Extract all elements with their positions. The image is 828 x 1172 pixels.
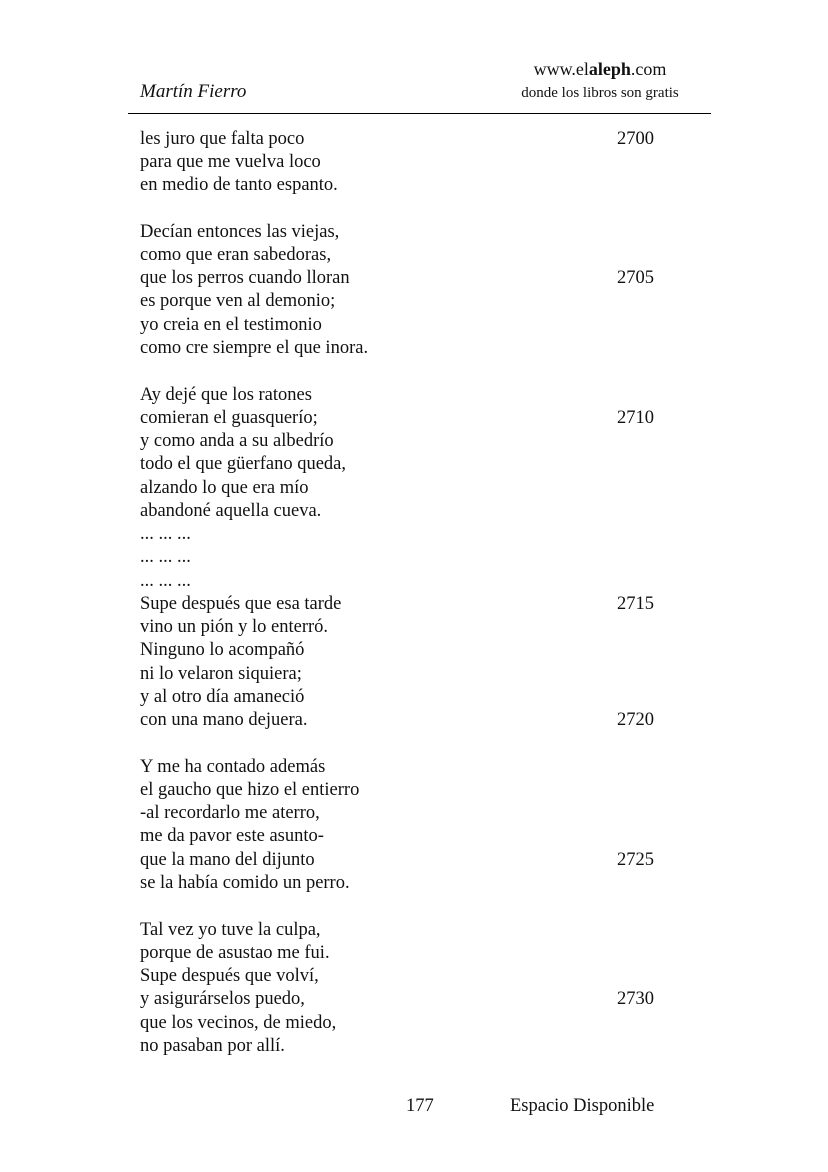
verse-line: que los vecinos, de miedo, [140,1013,337,1033]
verse-line: Ay dejé que los ratones [140,385,312,405]
book-title: Martín Fierro [140,81,247,102]
verse-line: porque de asustao me fui. [140,943,330,963]
site-url-brand: aleph [588,59,631,79]
line-number: 2705 [617,268,654,288]
verse-line: les juro que falta poco [140,129,305,149]
line-number: 2710 [617,408,654,428]
line-number: 2720 [617,710,654,730]
verse-line: en medio de tanto espanto. [140,175,338,195]
line-number: 2715 [617,594,654,614]
verse-line: para que me vuelva loco [140,152,321,172]
verse-line: y asigurárselos puedo, [140,989,305,1009]
line-number: 2725 [617,850,654,870]
verse-line: ni lo velaron siquiera; [140,664,302,684]
line-number: 2730 [617,989,654,1009]
ellipsis-line: ... ... ... [140,571,191,591]
verse-line: es porque ven al demonio; [140,291,336,311]
verse-line: Ninguno lo acompañó [140,640,305,660]
verse-line: Tal vez yo tuve la culpa, [140,920,321,940]
verse-line: -al recordarlo me aterro, [140,803,320,823]
footer-text: Espacio Disponible [510,1096,655,1116]
verse-line: alzando lo que era mío [140,478,309,498]
verse-line: Decían entonces las viejas, [140,222,340,242]
verse-line: me da pavor este asunto- [140,826,324,846]
site-tagline: donde los libros son gratis [521,85,679,101]
verse-line: Supe después que esa tarde [140,594,342,614]
verse-line: abandoné aquella cueva. [140,501,322,521]
site-url-suffix: .com [630,59,667,79]
ellipsis-line: ... ... ... [140,524,191,544]
verse-line: que los perros cuando lloran [140,268,350,288]
verse-line: como que eran sabedoras, [140,245,332,265]
page-number: 177 [406,1096,434,1116]
verse-line: como cre siempre el que inora. [140,338,369,358]
verse-line: no pasaban por allí. [140,1036,285,1056]
verse-line: y como anda a su albedrío [140,431,334,451]
verse-line: y al otro día amaneció [140,687,305,707]
verse-line: comieran el guasquerío; [140,408,318,428]
header-divider [128,113,711,114]
verse-line: yo creia en el testimonio [140,315,322,335]
site-url-prefix: www.el [533,59,589,79]
verse-line: que la mano del dijunto [140,850,315,870]
line-number: 2700 [617,129,654,149]
verse-line: se la había comido un perro. [140,873,350,893]
verse-line: Supe después que volví, [140,966,319,986]
site-url [510,58,690,80]
verse-line: todo el que güerfano queda, [140,454,346,474]
ellipsis-line: ... ... ... [140,547,191,567]
verse-line: el gaucho que hizo el entierro [140,780,360,800]
verse-line: vino un pión y lo enterró. [140,617,329,637]
verse-line: con una mano dejuera. [140,710,308,730]
verse-line: Y me ha contado además [140,757,326,777]
